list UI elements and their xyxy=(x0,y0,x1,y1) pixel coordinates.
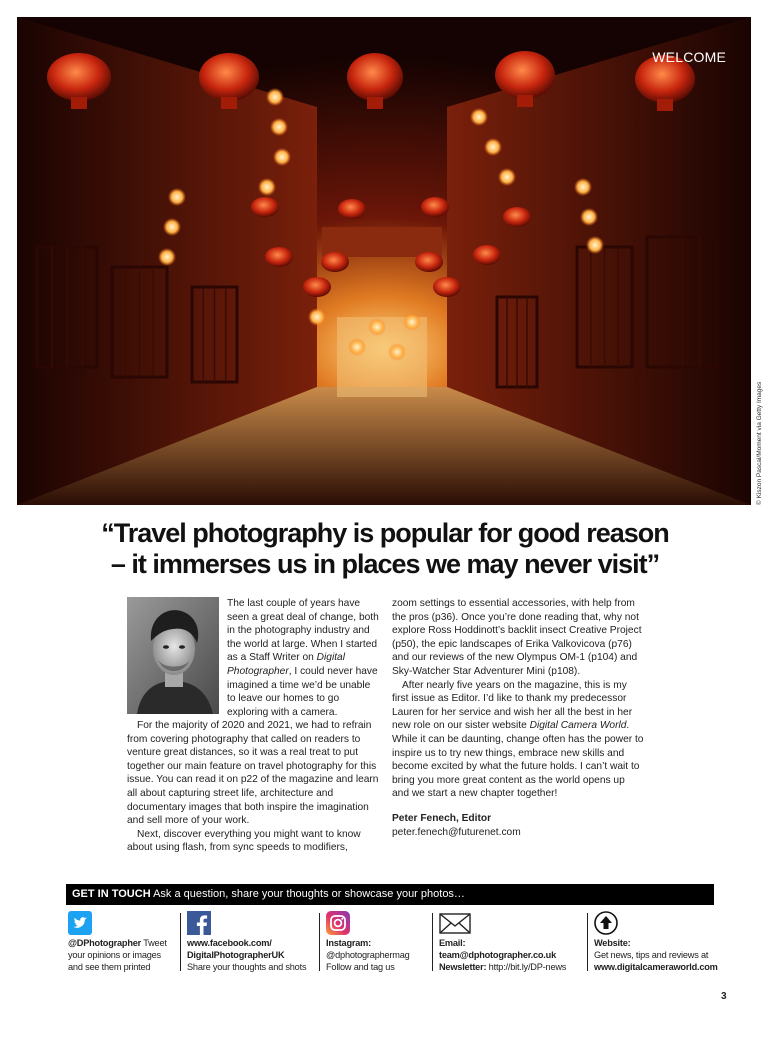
glowing-lamp xyxy=(266,88,284,106)
lantern-tassel xyxy=(517,95,533,107)
contact-facebook[interactable]: www.facebook.com/ DigitalPhotographerUK Share your thoughts and shots xyxy=(187,911,315,973)
glowing-lamp xyxy=(258,178,276,196)
page-number: 3 xyxy=(721,991,727,1002)
glowing-lamp xyxy=(484,138,502,156)
lantern-shape xyxy=(47,53,111,101)
contact-divider xyxy=(180,913,181,971)
contact-instagram[interactable]: Instagram: @dphotographermag Follow and tag us xyxy=(326,911,430,973)
lantern-tassel xyxy=(71,97,87,109)
section-label: WELCOME xyxy=(652,49,726,65)
contact-twitter[interactable]: @DPhotographer Tweet your opinions or images and see them printed xyxy=(68,911,176,973)
lantern-shape xyxy=(415,252,443,272)
contact-website[interactable]: Website: Get news, tips and reviews at www.digitalcameraworld.com xyxy=(594,911,716,973)
get-in-touch-tagline: Ask a question, share your thoughts or showcase your photos… xyxy=(150,888,465,900)
editor-signature: Peter Fenech, Editor xyxy=(392,812,492,824)
glowing-lamp xyxy=(470,108,488,126)
contact-divider xyxy=(319,913,320,971)
glowing-lamp xyxy=(158,248,176,266)
article-paragraph-3: Next, discover everything you might want to know about using flash, from sync speeds to modifiers, xyxy=(127,828,361,854)
lantern-shape xyxy=(265,247,293,267)
lantern-shape xyxy=(503,207,531,227)
glowing-lamp xyxy=(586,236,604,254)
arrow-up-icon xyxy=(594,911,618,935)
lantern-shape xyxy=(421,197,449,217)
glowing-lamp xyxy=(368,318,386,336)
article-paragraph: The last couple of years have seen a great deal of change, both in the photography industry and the world at large. When I started as a Staff Writer on Digital Photographer, I could never have imagined a time we’d be unable to leave our homes to go exploring with a camera. xyxy=(227,598,379,718)
glowing-lamp xyxy=(270,118,288,136)
pull-quote-line: “Travel photography is popular for good reason xyxy=(101,518,669,548)
glowing-lamp xyxy=(273,148,291,166)
twitter-icon xyxy=(68,911,92,935)
lantern-shape xyxy=(199,53,259,101)
lantern-shape xyxy=(495,51,555,99)
pull-quote xyxy=(60,518,710,580)
contact-divider xyxy=(432,913,433,971)
editor-portrait xyxy=(127,597,219,714)
article-paragraph: For the majority of 2020 and 2021, we had to refrain from covering photography that called on readers to venture great distances, so it was a real treat to put together our main feature on travel photography for this issue. You can read it on p22 of the magazine and learn all about capturing street life, architecture and documentary images that both inspire the imagination and sell more of your work. xyxy=(127,720,379,827)
glowing-lamp xyxy=(168,188,186,206)
glowing-lamp xyxy=(580,208,598,226)
contact-email[interactable]: Email: team@dphotographer.co.uk Newsletter: http://bit.ly/DP-news xyxy=(439,911,585,973)
article-column-1-bottom xyxy=(127,719,379,855)
contact-divider xyxy=(587,913,588,971)
lantern-shape xyxy=(338,199,366,219)
article-column-2 xyxy=(392,597,644,839)
lantern-street-image xyxy=(17,17,751,505)
get-in-touch-heading: GET IN TOUCH xyxy=(72,888,151,900)
glowing-lamp xyxy=(498,168,516,186)
lantern-shape xyxy=(473,245,501,265)
lantern-tassel xyxy=(657,99,673,111)
photo-credit: © Kiszon Pascal/Moment via Getty Images xyxy=(756,381,763,505)
instagram-icon xyxy=(326,911,350,935)
glowing-lamp xyxy=(403,313,421,331)
envelope-icon xyxy=(439,911,471,935)
glowing-lamp xyxy=(574,178,592,196)
glowing-lamp xyxy=(163,218,181,236)
hero-photo xyxy=(17,17,751,505)
lantern-shape xyxy=(303,277,331,297)
glowing-lamp xyxy=(348,338,366,356)
article-column-1-top xyxy=(227,597,379,719)
glowing-lamp xyxy=(308,308,326,326)
lantern-tassel xyxy=(367,97,383,109)
editor-email[interactable]: peter.fenech@futurenet.com xyxy=(392,826,521,838)
glowing-lamp xyxy=(388,343,406,361)
article-paragraph: After nearly five years on the magazine, this is my first issue as Editor. I’d like to thank my predecessor Lauren for her service and wish her all the best in her new role on our sister website Digital Camera World. While it can be daunting, change often has the power to inspire us to try new things, embrace new skills and become excited by what the future holds. I can’t wait to bring you more great content as the world opens up and we start a new chapter together! xyxy=(392,679,644,800)
lantern-shape xyxy=(251,197,279,217)
lantern-tassel xyxy=(221,97,237,109)
pull-quote-line: – it immerses us in places we may never visit” xyxy=(110,549,660,579)
lantern-shape xyxy=(321,252,349,272)
article-paragraph-3-cont: zoom settings to essential accessories, with help from the pros (p36). Once you’re done reading that, why not explore Ross Hoddinott’s backlit insect Creative Project (p50), the epic landscapes of Erika Valkovicova (p76) and our reviews of the new Olympus OM-1 (p104) and Sky-Watcher Star Adventurer Mini (p108). xyxy=(392,598,642,677)
get-in-touch-bar xyxy=(66,884,714,905)
lantern-shape xyxy=(347,53,403,101)
facebook-icon xyxy=(187,911,211,935)
lantern-shape xyxy=(433,277,461,297)
